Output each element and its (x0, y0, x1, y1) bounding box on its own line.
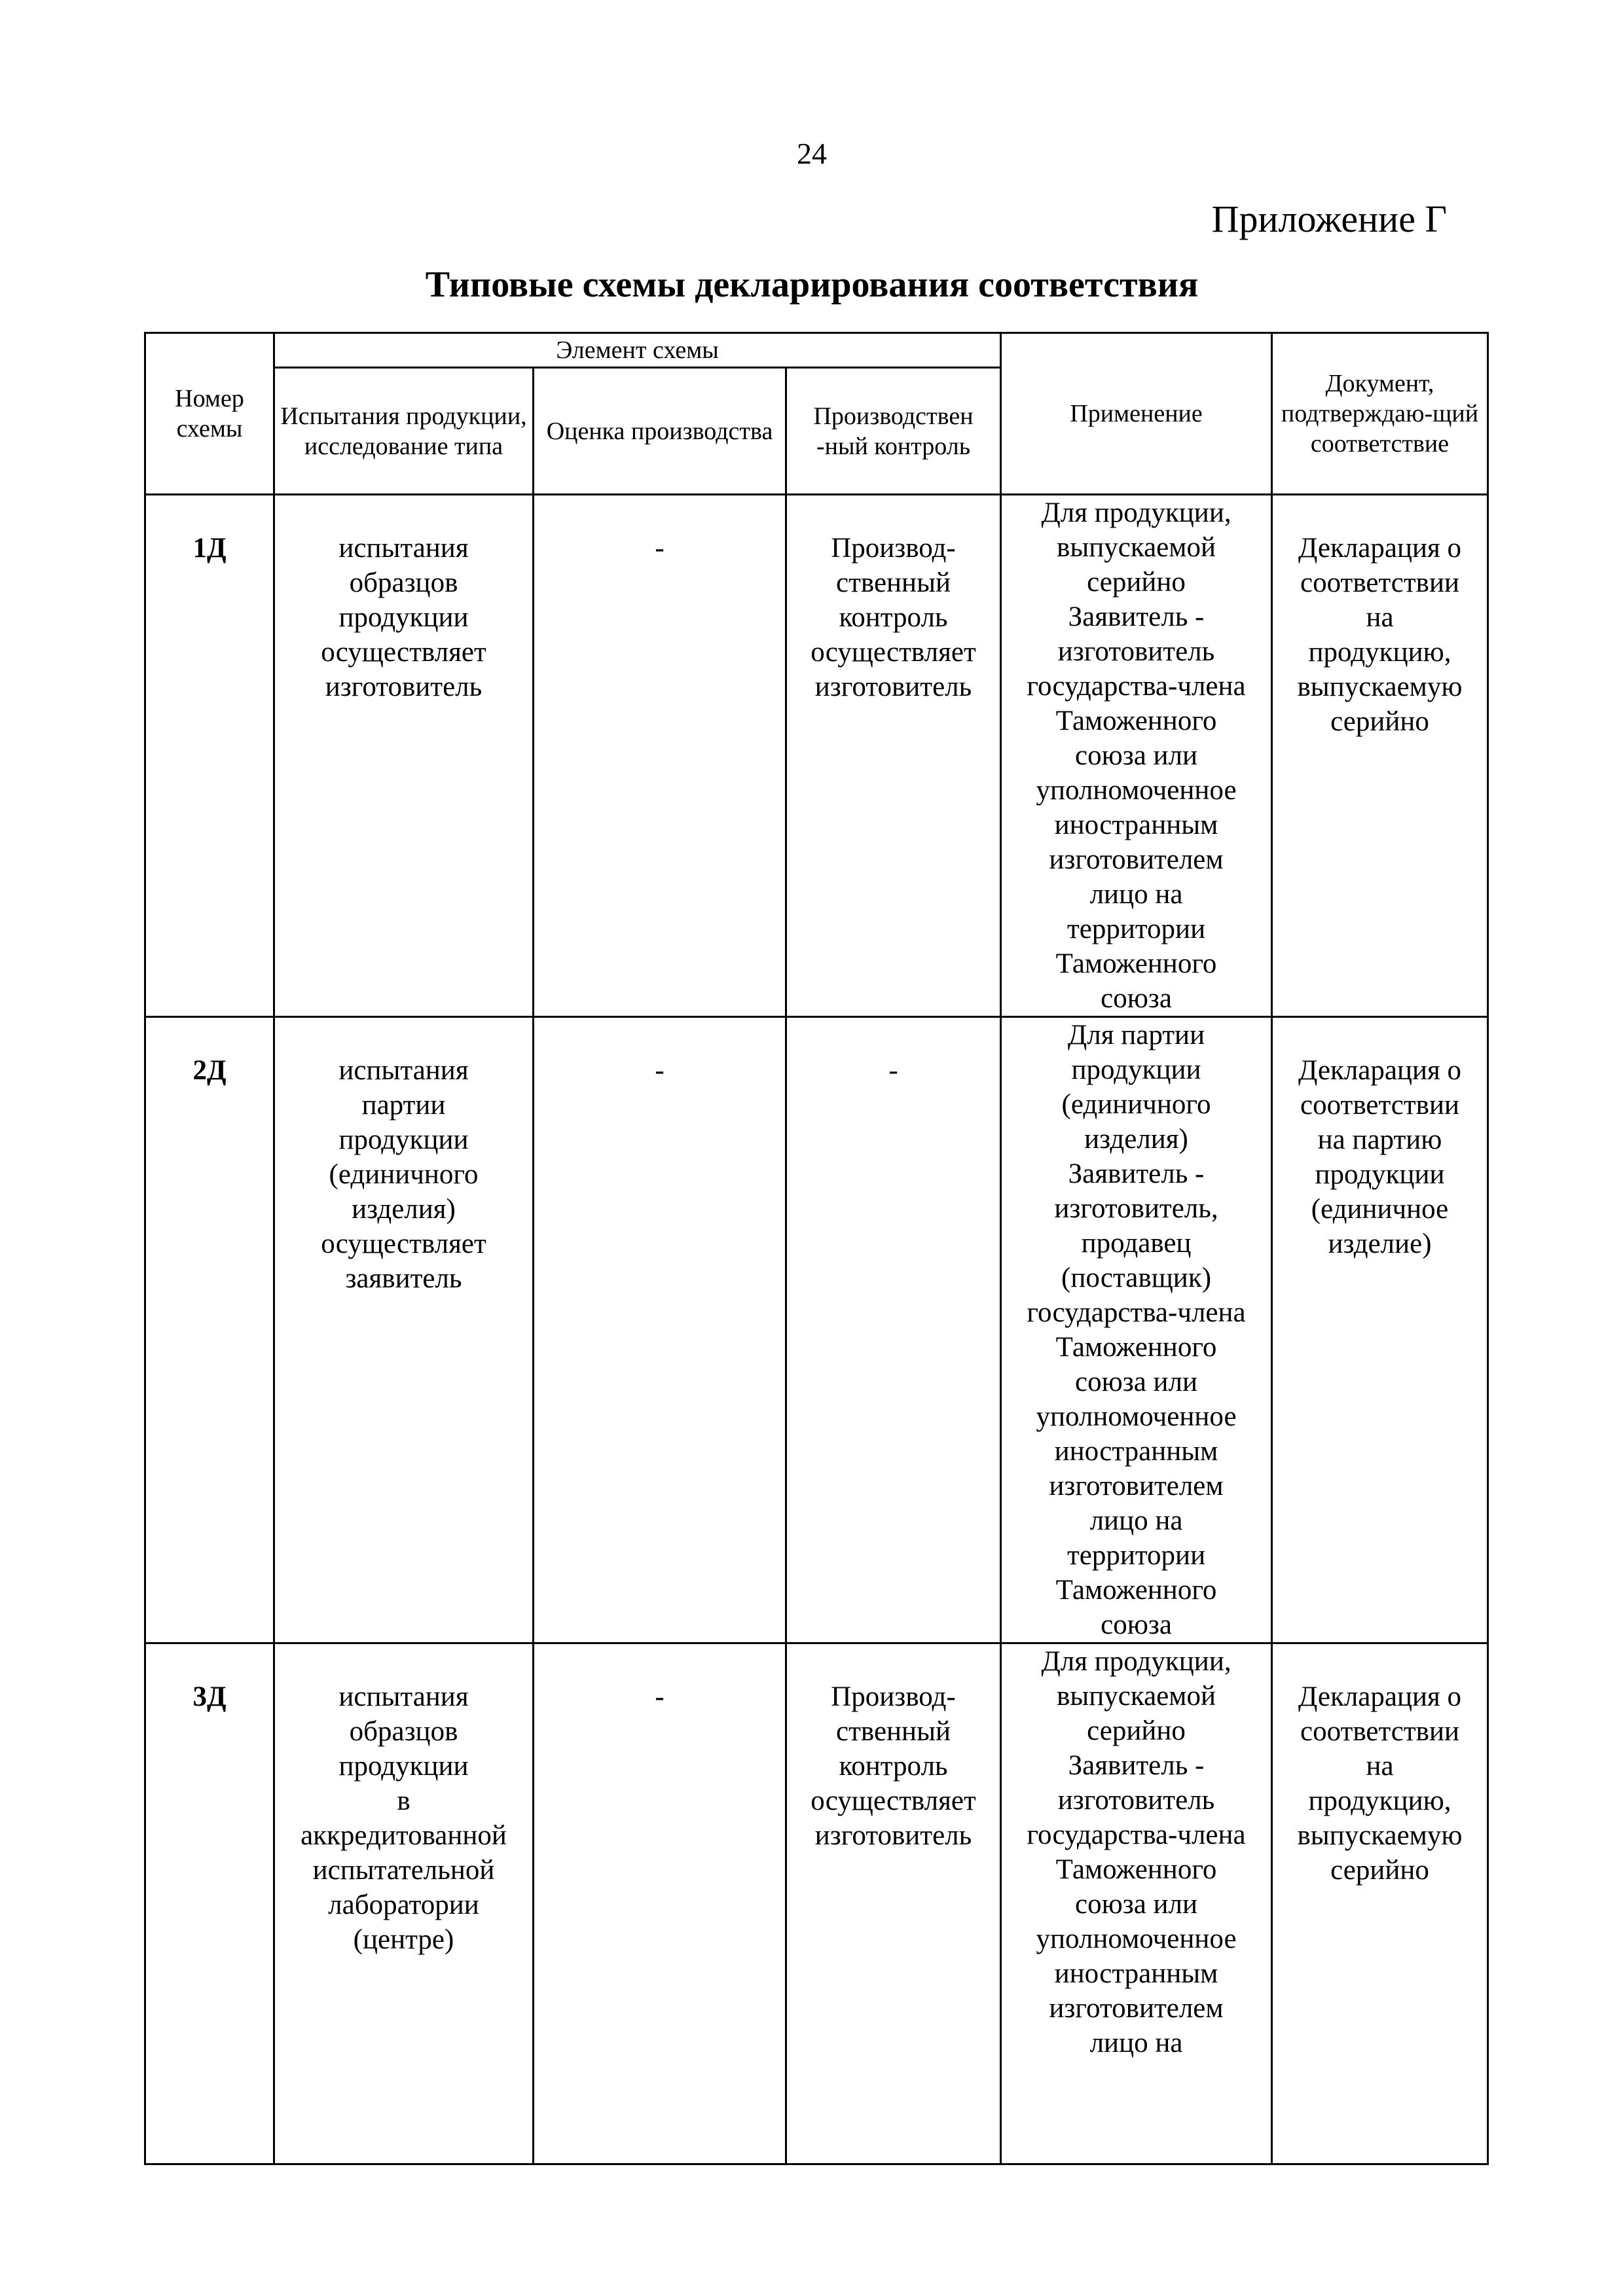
scheme-number-cell (145, 1017, 274, 1643)
testing-text: испытания образцов продукции осуществляет изготовитель (321, 533, 486, 702)
application-text: Для продукции, выпускаемой серийно Заявитель - изготовитель государства-члена Таможенного союза или уполномоченное иностранным изготовителем лицо на (1027, 1646, 1246, 2058)
document-cell (1272, 1643, 1488, 2164)
application-cell (1001, 1643, 1272, 2164)
assessment-cell (534, 495, 786, 1017)
control-cell (786, 495, 1001, 1017)
table-row (145, 495, 1488, 1017)
control-cell (786, 1017, 1001, 1643)
application-text: Для продукции, выпускаемой серийно Заявитель - изготовитель государства-члена Таможенного союза или уполномоченное иностранным изготовителем лицо на территории Таможенного союза (1027, 497, 1246, 1014)
scheme-number-cell (145, 1643, 274, 2164)
document-text: Декларация о соответствии на продукцию, выпускаемую серийно (1297, 1681, 1463, 1886)
testing-text: испытания образцов продукции в аккредитованной испытательной лаборатории (центре) (301, 1681, 507, 1955)
scheme-number-cell (145, 495, 274, 1017)
appendix-label: Приложение Г (1211, 198, 1447, 240)
header-scheme-number: Номер схемы (145, 333, 274, 495)
scheme-number: 3Д (192, 1681, 227, 1712)
page-number: 24 (797, 137, 827, 170)
control-cell (786, 1643, 1001, 2164)
header-production-control: Производствен -ный контроль (786, 368, 1001, 495)
application-cell (1001, 495, 1272, 1017)
document-text: Декларация о соответствии на партию продукции (единичное изделие) (1298, 1055, 1462, 1259)
scheme-number: 2Д (192, 1055, 227, 1086)
testing-cell (274, 495, 534, 1017)
declaration-schemes-table (144, 332, 1489, 2165)
header-application: Применение (1001, 333, 1272, 495)
assessment-cell (534, 1643, 786, 2164)
document-cell (1272, 495, 1488, 1017)
scheme-number: 1Д (192, 533, 227, 564)
header-testing: Испытания продукции, исследование типа (274, 368, 534, 495)
testing-text: испытания партии продукции (единичного изделия) осуществляет заявитель (321, 1055, 486, 1294)
application-text: Для партии продукции (единичного изделия) Заявитель - изготовитель, продавец (поставщик) государства-члена Таможенного союза или уполномоченное иностранным изготовителем лицо на территории Таможенного союза (1027, 1020, 1246, 1640)
table-row (145, 1643, 1488, 2164)
control-text: Производ- ственный контроль осуществляет изготовитель (811, 1681, 976, 1851)
document-cell (1272, 1017, 1488, 1643)
document-text: Декларация о соответствии на продукцию, выпускаемую серийно (1297, 533, 1463, 737)
control-text: - (888, 1055, 898, 1086)
header-scheme-element: Элемент схемы (274, 333, 1001, 368)
assessment-cell (534, 1017, 786, 1643)
application-cell (1001, 1017, 1272, 1643)
assessment-text: - (655, 1055, 665, 1086)
table-row (145, 1017, 1488, 1643)
header-document: Документ, подтверждаю-щий соответствие (1272, 333, 1488, 495)
header-production-assessment: Оценка производства (534, 368, 786, 495)
testing-cell (274, 1017, 534, 1643)
testing-cell (274, 1643, 534, 2164)
assessment-text: - (655, 1681, 665, 1712)
control-text: Производ- ственный контроль осуществляет изготовитель (811, 533, 976, 702)
assessment-text: - (655, 533, 665, 564)
page-title: Типовые схемы декларирования соответствия (425, 264, 1199, 305)
